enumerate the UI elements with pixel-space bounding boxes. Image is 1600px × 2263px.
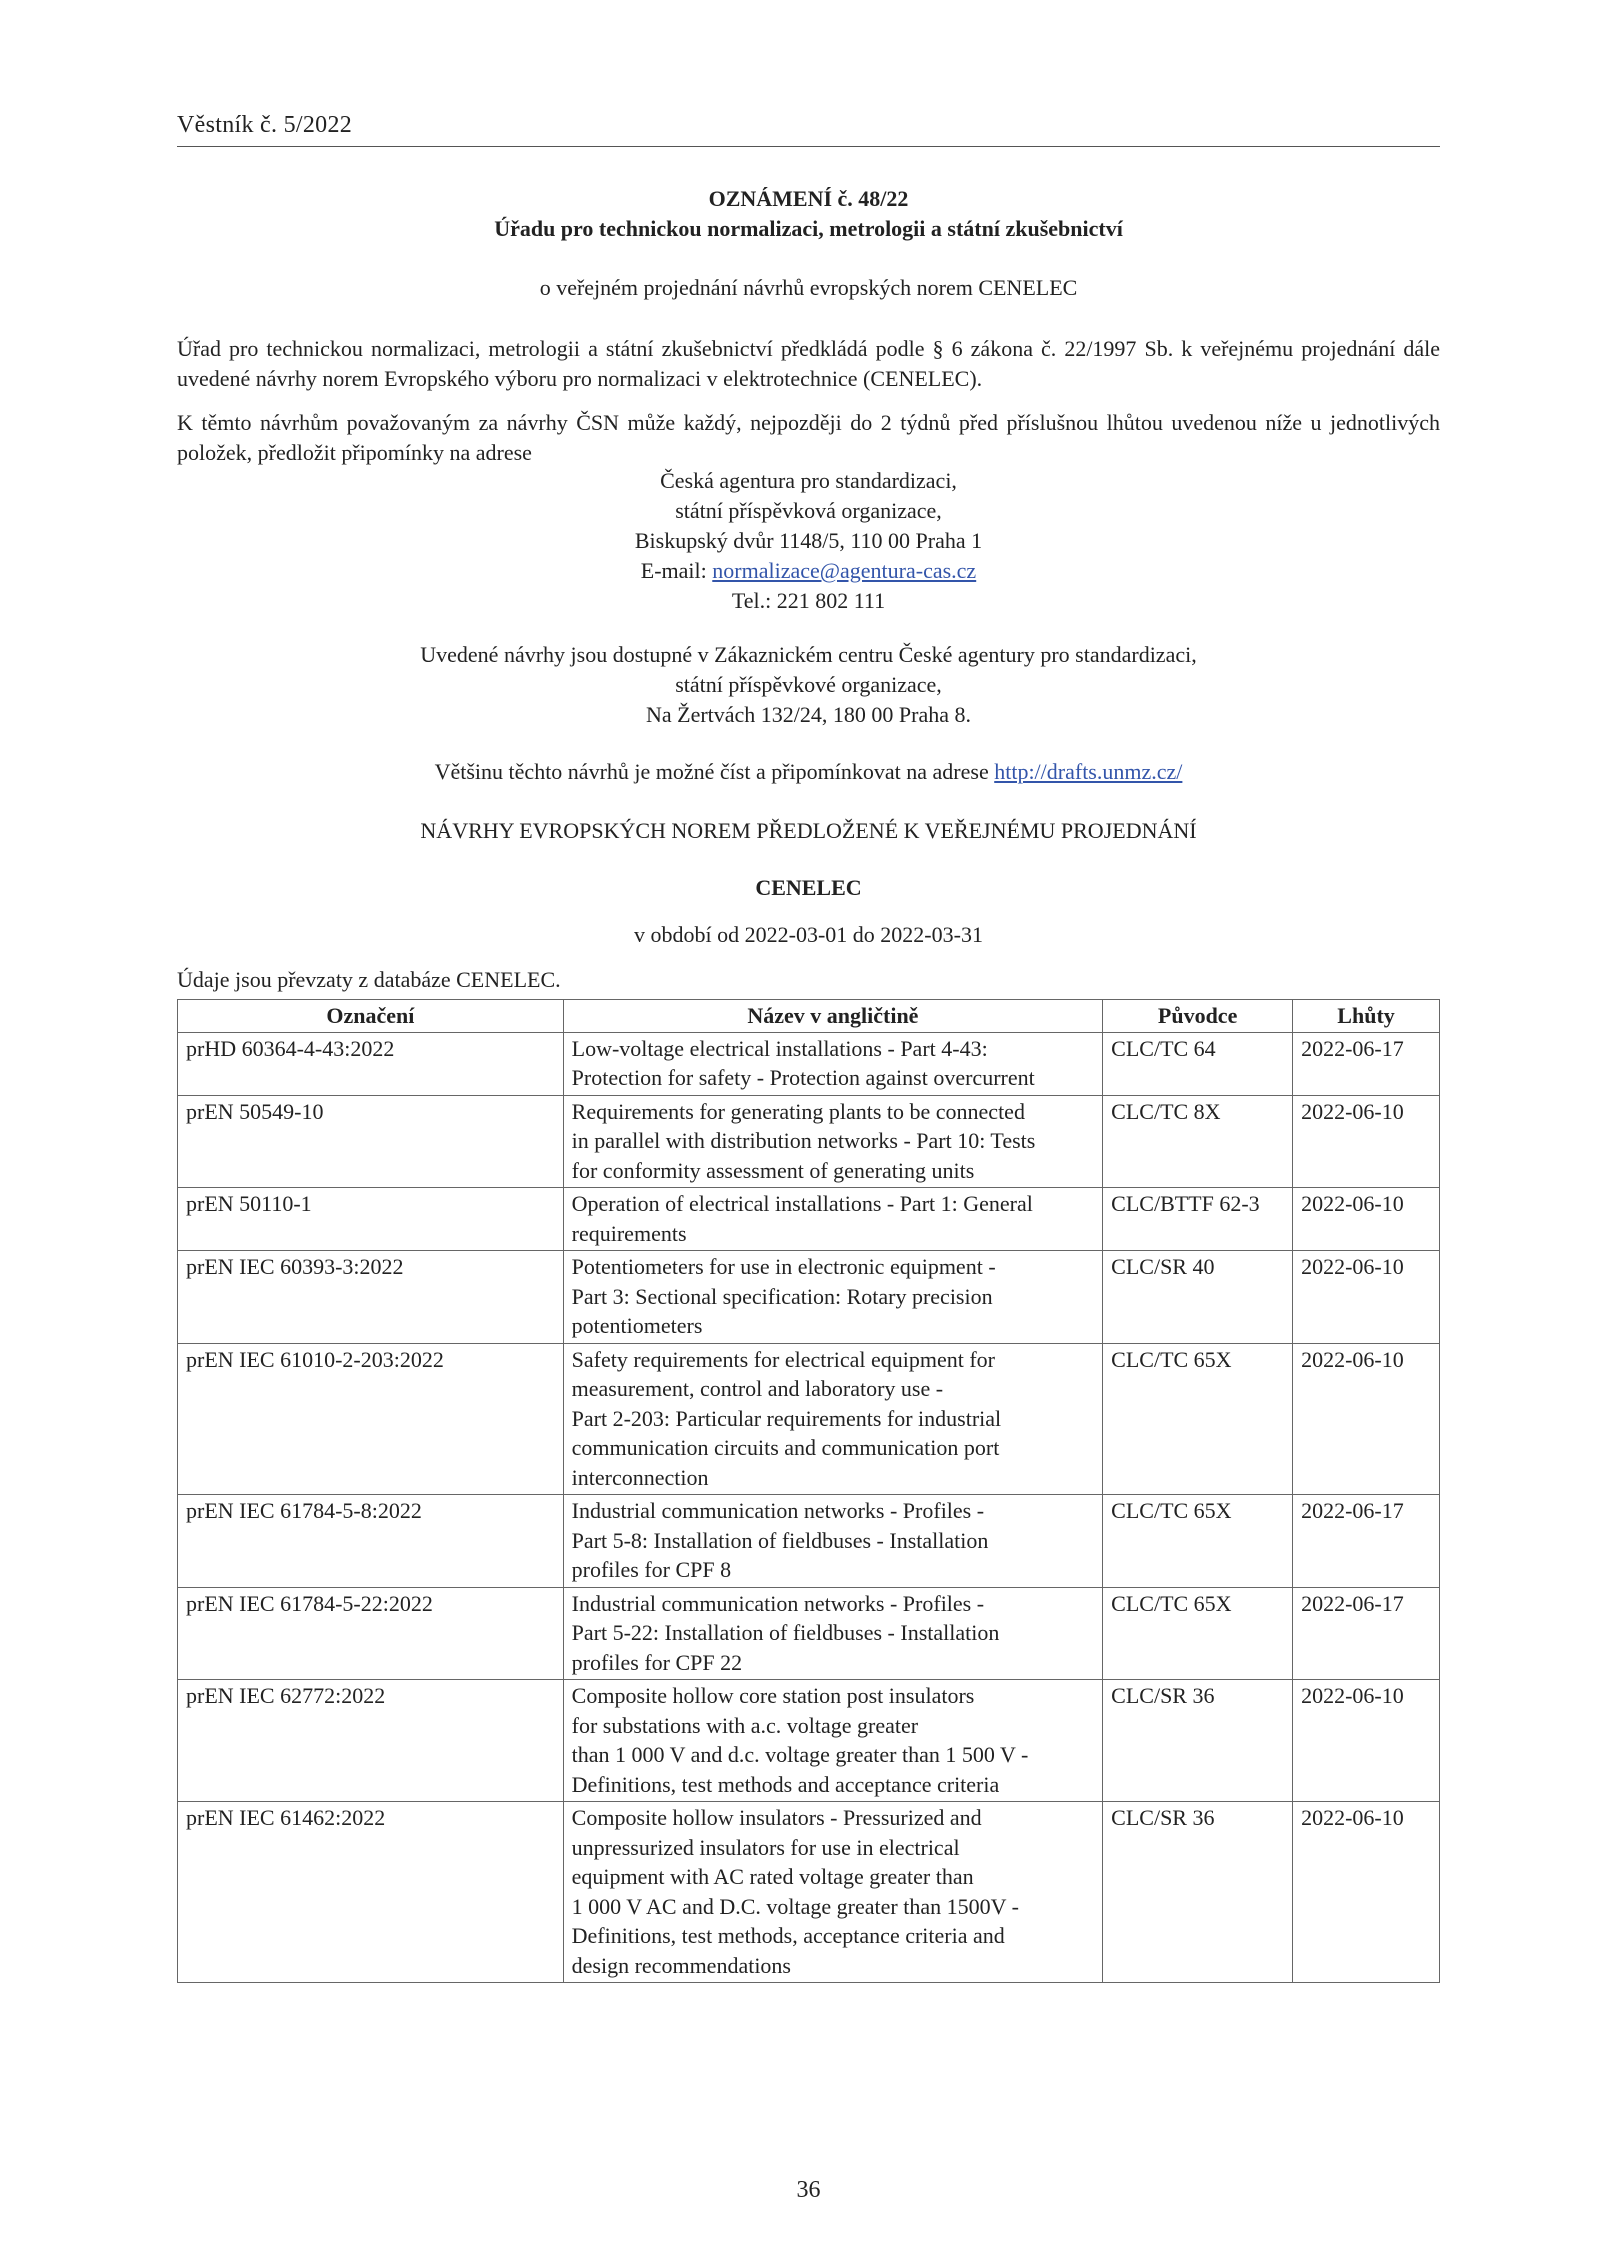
cell-origin: CLC/TC 64 <box>1103 1032 1293 1095</box>
name-line: measurement, control and laboratory use - <box>571 1376 944 1401</box>
cell-designation: prEN 50110-1 <box>178 1188 564 1251</box>
journal-header: Věstník č. 5/2022 <box>177 112 353 138</box>
name-line: Part 2-203: Particular requirements for industrial <box>571 1405 1002 1431</box>
name-line: Definitions, test methods, acceptance criteria and <box>571 1923 1005 1948</box>
table-body <box>178 1032 1440 1983</box>
name-line: 1 000 V AC and D.C. voltage greater than 1500V - <box>571 1893 1019 1919</box>
cell-deadline: 2022-06-10 <box>1293 1802 1440 1983</box>
cell-english-name <box>563 1680 1103 1802</box>
page-number: 36 <box>796 2177 821 2203</box>
name-line: than 1 000 V and d.c. voltage greater than 1 500 V - <box>571 1742 1029 1767</box>
cell-origin: CLC/TC 65X <box>1103 1343 1293 1495</box>
drafts-link[interactable]: http://drafts.unmz.cz/ <box>994 759 1183 784</box>
standards-table <box>177 999 1440 1983</box>
name-line: Operation of electrical installations - Part 1: General <box>571 1191 1033 1216</box>
name-line: Safety requirements for electrical equipment for <box>571 1346 995 1372</box>
source-note: Údaje jsou převzaty z databáze CENELEC. <box>177 967 561 992</box>
name-line: Composite hollow core station post insulators <box>571 1683 975 1708</box>
name-line: for conformity assessment of generating units <box>571 1157 975 1183</box>
table-row <box>178 1032 1440 1095</box>
cell-designation: prEN IEC 60393-3:2022 <box>178 1251 564 1344</box>
table-row <box>178 1495 1440 1588</box>
name-line: potentiometers <box>571 1313 703 1338</box>
cell-deadline: 2022-06-10 <box>1293 1188 1440 1251</box>
cell-deadline: 2022-06-10 <box>1293 1251 1440 1344</box>
submission-address <box>177 466 1440 616</box>
table-header-row <box>178 1000 1440 1033</box>
cell-origin: CLC/BTTF 62-3 <box>1103 1188 1293 1251</box>
cell-origin: CLC/TC 65X <box>1103 1495 1293 1588</box>
column-header-name: Název v angličtině <box>563 1000 1103 1033</box>
section-org: CENELEC <box>755 875 862 900</box>
name-line: profiles for CPF 22 <box>571 1649 743 1675</box>
table-row <box>178 1680 1440 1802</box>
cell-designation: prEN IEC 61010-2-203:2022 <box>178 1343 564 1495</box>
cell-designation: prEN IEC 61784-5-8:2022 <box>178 1495 564 1588</box>
header-divider <box>177 146 1440 147</box>
cell-english-name <box>563 1343 1103 1495</box>
intro-paragraph-2: K těmto návrhům považovaným za návrhy ČSN může každý, nejpozději do 2 týdnů před příslušnou lhůtou uvedenou níže u jednotlivých položek, předložit připomínky na adrese <box>177 410 1440 465</box>
table-row <box>178 1343 1440 1495</box>
notice-title: OZNÁMENÍ č. 48/22 <box>708 186 909 211</box>
cell-english-name <box>563 1251 1103 1344</box>
name-line: Industrial communication networks - Profiles - <box>571 1590 985 1616</box>
name-line: interconnection <box>571 1464 709 1490</box>
cell-designation: prHD 60364-4-43:2022 <box>178 1032 564 1095</box>
cell-english-name <box>563 1188 1103 1251</box>
cell-english-name <box>563 1802 1103 1983</box>
address-line: Česká agentura pro standardizaci, <box>660 468 957 493</box>
name-line: Part 3: Sectional specification: Rotary precision <box>571 1283 993 1309</box>
cell-origin: CLC/SR 36 <box>1103 1680 1293 1802</box>
name-line: in parallel with distribution networks - Part 10: Tests <box>571 1128 1036 1153</box>
name-line: Part 5-22: Installation of fieldbuses - Installation <box>571 1620 1000 1645</box>
name-line: profiles for CPF 8 <box>571 1557 732 1582</box>
table-row <box>178 1188 1440 1251</box>
notice-subject: o veřejném projednání návrhů evropských norem CENELEC <box>539 275 1078 300</box>
cell-english-name <box>563 1095 1103 1188</box>
email-link[interactable]: normalizace@agentura-cas.cz <box>712 558 977 583</box>
cell-deadline: 2022-06-17 <box>1293 1032 1440 1095</box>
address-line: státní příspěvková organizace, <box>675 498 942 523</box>
name-line: Protection for safety - Protection against overcurrent <box>571 1065 1035 1090</box>
cell-deadline: 2022-06-17 <box>1293 1495 1440 1588</box>
column-header-deadline: Lhůty <box>1293 1000 1440 1033</box>
table-row <box>178 1095 1440 1188</box>
name-line: Potentiometers for use in electronic equipment - <box>571 1254 996 1279</box>
name-line: Composite hollow insulators - Pressurized and <box>571 1805 982 1830</box>
cell-deadline: 2022-06-10 <box>1293 1680 1440 1802</box>
section-heading: NÁVRHY EVROPSKÝCH NOREM PŘEDLOŽENÉ K VEŘEJNÉMU PROJEDNÁNÍ <box>420 818 1197 843</box>
column-header-origin: Původce <box>1103 1000 1293 1033</box>
cell-english-name <box>563 1032 1103 1095</box>
name-line: communication circuits and communication port <box>571 1435 1000 1460</box>
column-header-designation: Označení <box>178 1000 564 1033</box>
cell-english-name <box>563 1495 1103 1588</box>
section-period: v období od 2022-03-01 do 2022-03-31 <box>634 922 983 947</box>
cell-designation: prEN IEC 61784-5-22:2022 <box>178 1587 564 1680</box>
address-line: Biskupský dvůr 1148/5, 110 00 Praha 1 <box>634 528 983 553</box>
drafts-line <box>177 757 1440 787</box>
table-row <box>178 1802 1440 1983</box>
name-line: Requirements for generating plants to be connected <box>571 1098 1025 1124</box>
cell-deadline: 2022-06-10 <box>1293 1343 1440 1495</box>
intro-paragraph-1: Úřad pro technickou normalizaci, metrologii a státní zkušebnictví předkládá podle § 6 zákona č. 22/1997 Sb. k veřejnému projednání dále uvedené návrhy norem Evropského výboru pro normalizaci v elektrotechnice (CENELEC). <box>177 336 1440 391</box>
name-line: Definitions, test methods and acceptance criteria <box>571 1771 1000 1797</box>
table-row <box>178 1587 1440 1680</box>
email-label: E-mail: <box>640 558 713 583</box>
cell-english-name <box>563 1587 1103 1680</box>
cell-deadline: 2022-06-10 <box>1293 1095 1440 1188</box>
cell-deadline: 2022-06-17 <box>1293 1587 1440 1680</box>
cell-origin: CLC/SR 40 <box>1103 1251 1293 1344</box>
cell-designation: prEN IEC 61462:2022 <box>178 1802 564 1983</box>
name-line: equipment with AC rated voltage greater than <box>571 1864 974 1889</box>
name-line: Industrial communication networks - Profiles - <box>571 1498 985 1523</box>
name-line: Part 5-8: Installation of fieldbuses - Installation <box>571 1527 989 1553</box>
name-line: requirements <box>571 1220 687 1246</box>
notice-authority: Úřadu pro technickou normalizaci, metrologii a státní zkušebnictví <box>494 216 1123 241</box>
availability-line: Na Žertvách 132/24, 180 00 Praha 8. <box>645 702 972 727</box>
cell-origin: CLC/TC 8X <box>1103 1095 1293 1188</box>
cell-origin: CLC/TC 65X <box>1103 1587 1293 1680</box>
name-line: design recommendations <box>571 1952 791 1978</box>
cell-designation: prEN 50549-10 <box>178 1095 564 1188</box>
availability-line: státní příspěvkové organizace, <box>675 672 942 697</box>
name-line: Low-voltage electrical installations - Part 4-43: <box>571 1035 988 1061</box>
phone-line: Tel.: 221 802 111 <box>731 588 886 613</box>
availability-line: Uvedené návrhy jsou dostupné v Zákaznickém centru České agentury pro standardizaci, <box>420 642 1197 667</box>
email-line <box>177 556 1440 586</box>
availability-address <box>177 640 1440 730</box>
table-row <box>178 1251 1440 1344</box>
drafts-text: Většinu těchto návrhů je možné číst a připomínkovat na adrese <box>434 759 995 784</box>
cell-origin: CLC/SR 36 <box>1103 1802 1293 1983</box>
name-line: unpressurized insulators for use in electrical <box>571 1834 960 1860</box>
name-line: for substations with a.c. voltage greater <box>571 1712 919 1738</box>
cell-designation: prEN IEC 62772:2022 <box>178 1680 564 1802</box>
